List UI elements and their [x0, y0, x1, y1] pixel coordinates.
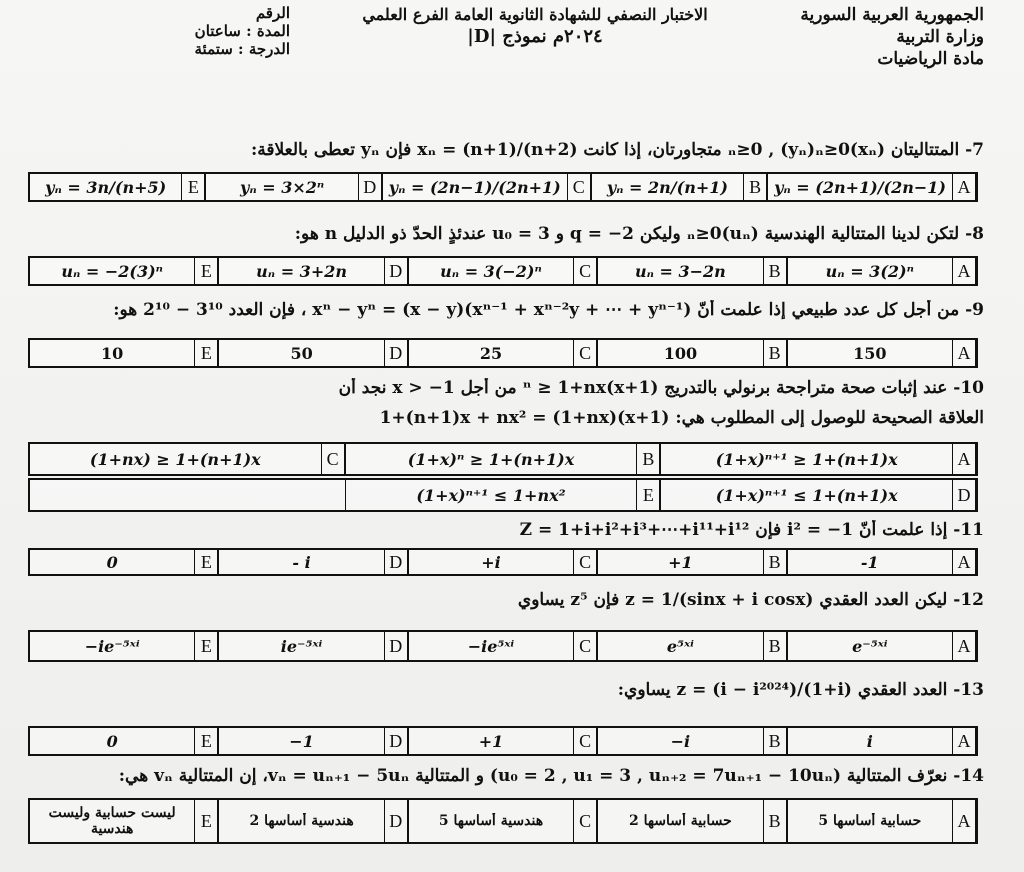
option-d[interactable]: D ie⁻⁵ˣⁱ [218, 632, 407, 660]
question-10: 10- عند إثبات صحة متراجحة برنولي بالتدريج (1+x)ⁿ ≥ 1+nx من أجل x > −1 نجد أن [338, 378, 984, 398]
option-a[interactable]: A -1 [787, 550, 976, 574]
option-d[interactable]: D uₙ = 3+2n [218, 258, 407, 284]
exam-title-line1: الاختبار النصفي للشهادة الثانوية العامة الفرع العلمي [362, 5, 708, 24]
option-e[interactable]: E yₙ = 3n/(n+5) [30, 174, 205, 200]
option-c[interactable]: C +i [408, 550, 597, 574]
option-a[interactable]: A yₙ = (2n+1)/(2n−1) [767, 174, 976, 200]
exam-score: الدرجة : ستمئة [194, 40, 290, 58]
question-7-options [28, 172, 978, 202]
question-11-options [28, 548, 978, 576]
option-a[interactable]: A حسابية أساسها 5 [787, 800, 976, 842]
exam-number-label: الرقم [255, 4, 290, 22]
option-e[interactable]: E 0 [30, 728, 218, 754]
question-10-options-row1 [28, 442, 978, 476]
question-9-options [28, 338, 978, 368]
option-a[interactable]: A i [787, 728, 976, 754]
option-b[interactable]: B e⁵ˣⁱ [597, 632, 786, 660]
option-d[interactable]: D −1 [218, 728, 407, 754]
question-9: 9- من أجل كل عدد طبيعي إذا علمت أنّ xⁿ − yⁿ = (x − y)(xⁿ⁻¹ + xⁿ⁻²y + ⋯ + yⁿ⁻¹) ، فإن العدد 3¹⁰ − 2¹⁰ هو: [113, 300, 984, 320]
option-b[interactable]: B حسابية أساسها 2 [597, 800, 786, 842]
option-a[interactable]: A (1+x)ⁿ⁺¹ ≥ 1+(n+1)x [660, 444, 976, 474]
exam-title-line2: ٢٠٢٤م نموذج |D| [467, 26, 603, 47]
question-8-options [28, 256, 978, 286]
ministry-name: وزارة التربية [896, 27, 984, 47]
question-14-options [28, 798, 978, 844]
option-c[interactable]: C هندسية أساسها 5 [408, 800, 597, 842]
option-b[interactable]: B 100 [597, 340, 786, 366]
option-e[interactable]: E −ie⁻⁵ˣⁱ [30, 632, 218, 660]
option-b[interactable]: B −i [597, 728, 786, 754]
question-8: 8- لتكن لدينا المتتالية الهندسية (uₙ)ₙ≥0 وليكن q = −2 و u₀ = 3 عندئذٍ الحدّ ذو الدليل n هو: [294, 224, 984, 244]
option-c[interactable]: C uₙ = 3(−2)ⁿ [408, 258, 597, 284]
option-e[interactable]: E ليست حسابية وليست هندسية [30, 800, 218, 842]
option-d[interactable]: D هندسية أساسها 2 [218, 800, 407, 842]
question-13-options [28, 726, 978, 756]
option-c[interactable]: C +1 [408, 728, 597, 754]
option-e[interactable]: E (1+x)ⁿ⁺¹ ≤ 1+nx² [345, 480, 661, 510]
option-b[interactable]: B uₙ = 3−2n [597, 258, 786, 284]
question-12: 12- ليكن العدد العقدي z = 1/(sinx + i cosx) فإن z⁵ يساوي [517, 590, 984, 610]
exam-title [335, 4, 735, 48]
option-a[interactable]: A 150 [787, 340, 976, 366]
option-e[interactable]: E uₙ = −2(3)ⁿ [30, 258, 218, 284]
option-c[interactable]: C yₙ = (2n−1)/(2n+1) [382, 174, 591, 200]
option-d[interactable]: D 50 [218, 340, 407, 366]
question-14: 14- نعرّف المتتالية (u₀ = 2 , u₁ = 3 , uₙ₊₂ = 7uₙ₊₁ − 10uₙ) و المتتالية vₙ = uₙ₊₁ − 5uₙ، إن المتتالية vₙ هي: [118, 766, 984, 786]
option-b[interactable]: B yₙ = 2n/(n+1) [591, 174, 767, 200]
subject-name: مادة الرياضيات [877, 49, 984, 69]
option-e[interactable]: E 10 [30, 340, 218, 366]
question-10-options-row2 [28, 478, 978, 512]
option-d[interactable]: D - i [218, 550, 407, 574]
option-d[interactable]: D yₙ = 3×2ⁿ [205, 174, 381, 200]
option-c[interactable]: C (1+nx) ≥ 1+(n+1)x [30, 444, 345, 474]
question-7: 7- المتتاليتان (xₙ)ₙ≥0 , (yₙ)ₙ≥0 متجاورتان، إذا كانت xₙ = (n+1)/(n+2) فإن yₙ تعطى بالعلاقة: [251, 140, 984, 160]
option-a[interactable]: A uₙ = 3(2)ⁿ [787, 258, 976, 284]
option-a[interactable]: A e⁻⁵ˣⁱ [787, 632, 976, 660]
ministry-header [800, 4, 984, 70]
question-10-line2: العلاقة الصحيحة للوصول إلى المطلوب هي: (1+x)(1+nx) = 1+(n+1)x + nx² [379, 408, 984, 428]
country-name: الجمهورية العربية السورية [800, 5, 984, 25]
option-c[interactable]: C 25 [408, 340, 597, 366]
option-e[interactable]: E 0 [30, 550, 218, 574]
question-12-options [28, 630, 978, 662]
exam-meta [140, 4, 290, 58]
exam-duration: المدة : ساعتان [194, 22, 290, 40]
option-b[interactable]: B (1+x)ⁿ ≥ 1+(n+1)x [345, 444, 661, 474]
question-11: 11- إذا علمت أنّ i² = −1 فإن Z = 1+i+i²+i³+⋯+i¹¹+i¹² [519, 520, 984, 540]
option-d[interactable]: D (1+x)ⁿ⁺¹ ≤ 1+(n+1)x [660, 480, 976, 510]
option-c[interactable]: C −ie⁵ˣⁱ [408, 632, 597, 660]
question-13: 13- العدد العقدي z = (i − i²⁰²⁴)/(1+i) يساوي: [617, 680, 984, 700]
option-b[interactable]: B +1 [597, 550, 786, 574]
option-empty [30, 480, 345, 510]
